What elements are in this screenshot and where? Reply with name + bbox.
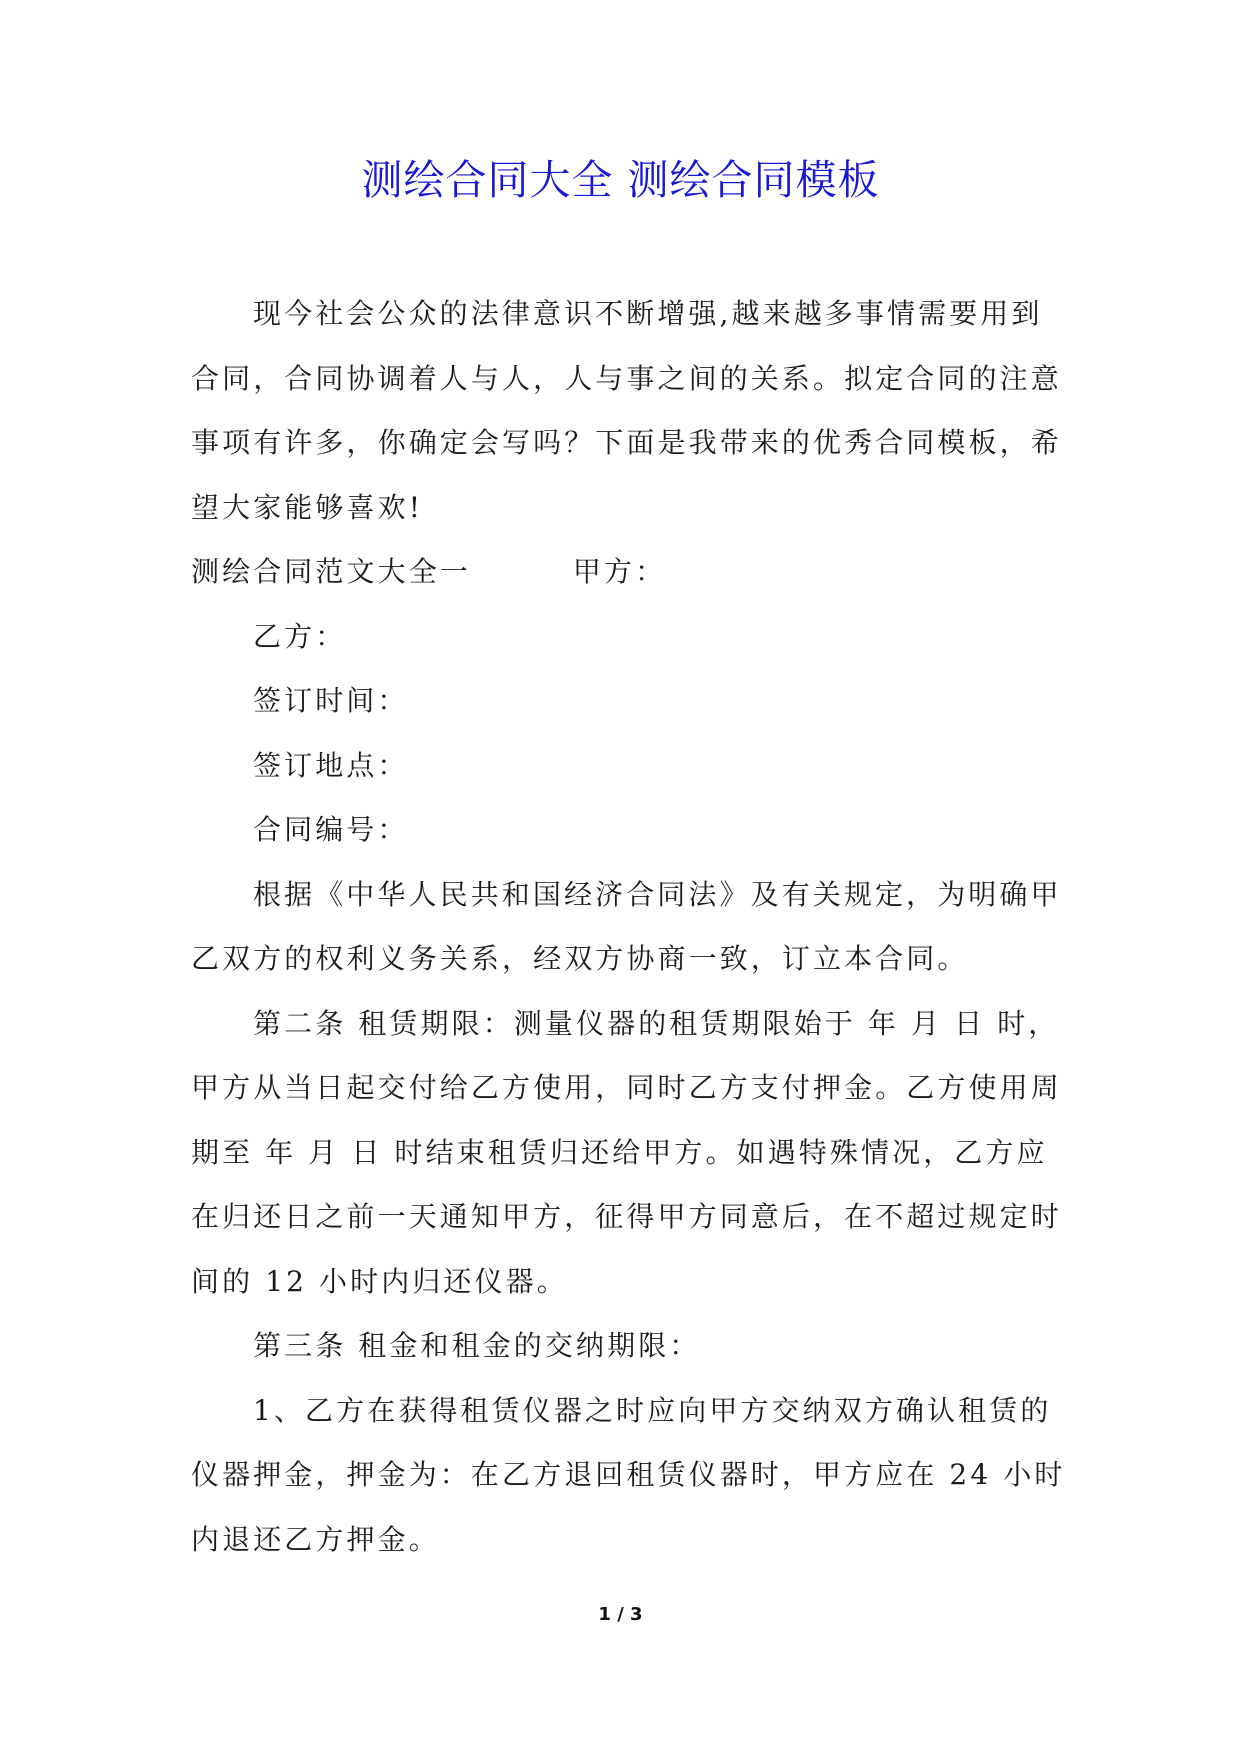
text-line: [191, 669, 1061, 734]
text-line: [191, 1443, 1066, 1508]
text-line: [191, 863, 1061, 928]
text-line-content: 间的 12 小时内归还仪器。: [191, 1264, 568, 1298]
text-line-content: 内退还乙方押金。: [191, 1522, 440, 1556]
text-line-content: 第二条 租赁期限：测量仪器的租赁期限始于 年 月 日 时，: [253, 1006, 1060, 1040]
document-body: [191, 282, 1066, 1572]
text-line: [191, 1314, 1061, 1379]
text-line-content: 第三条 租金和租金的交纳期限：: [253, 1329, 701, 1362]
text-line-content: 甲方从当日起交付给乙方使用，同时乙方支付押金。乙方使用周: [191, 1071, 1062, 1104]
text-line: [191, 1056, 1061, 1121]
text-line-content: 在归还日之前一天通知甲方，征得甲方同意后，在不超过规定时: [191, 1200, 1062, 1233]
contract-number-label: 合同编号：: [253, 813, 409, 846]
text-line-content: 合同，合同协调着人与人，人与事之间的关系。拟定合同的注意: [191, 361, 1062, 395]
text-line: [191, 1508, 1061, 1573]
text-line: [191, 476, 1061, 541]
text-line: [191, 605, 1061, 670]
text-line: [191, 1250, 1061, 1315]
text-line-content: 现今社会公众的法律意识不断增强,越来越多事情需要用到: [253, 297, 1043, 330]
text-line-content: 1、乙方在获得租赁仪器之时应向甲方交纳双方确认租赁的: [253, 1393, 1052, 1427]
text-line: [191, 734, 1061, 799]
text-line: [191, 1185, 1061, 1250]
text-line-content: 仪器押金，押金为：在乙方退回租赁仪器时，甲方应在 24 小时: [191, 1458, 1066, 1491]
text-line-content: 事项有许多，你确定会写吗？下面是我带来的优秀合同模板，希: [191, 426, 1062, 459]
signing-place-label: 签订地点：: [253, 748, 409, 782]
page-number: 1 / 3: [598, 1604, 643, 1625]
text-line: [191, 1379, 1061, 1444]
party-a-label: 甲方：: [572, 555, 667, 588]
text-line: [191, 282, 1061, 347]
section-heading-line: [191, 540, 1061, 605]
text-line-content: 乙双方的权利义务关系，经双方协商一致，订立本合同。: [191, 942, 969, 975]
text-line-content: 望大家能够喜欢!: [191, 490, 424, 524]
text-line: [191, 992, 1061, 1057]
signing-time-label: 签订时间：: [253, 684, 409, 717]
section-heading: 测绘合同范文大全一: [191, 555, 471, 588]
text-line: [191, 411, 1061, 476]
text-line: [191, 1121, 1061, 1186]
text-line: [191, 798, 1061, 863]
text-line-content: 根据《中华人民共和国经济合同法》及有关规定，为明确甲: [253, 877, 1062, 911]
party-b-label: 乙方：: [253, 619, 347, 653]
text-line: [191, 347, 1061, 412]
text-line-content: 期至 年 月 日 时结束租赁归还给甲方。如遇特殊情况，乙方应: [191, 1135, 1048, 1169]
document-title: 测绘合同大全 测绘合同模板: [361, 156, 880, 204]
text-line: [191, 927, 1061, 992]
